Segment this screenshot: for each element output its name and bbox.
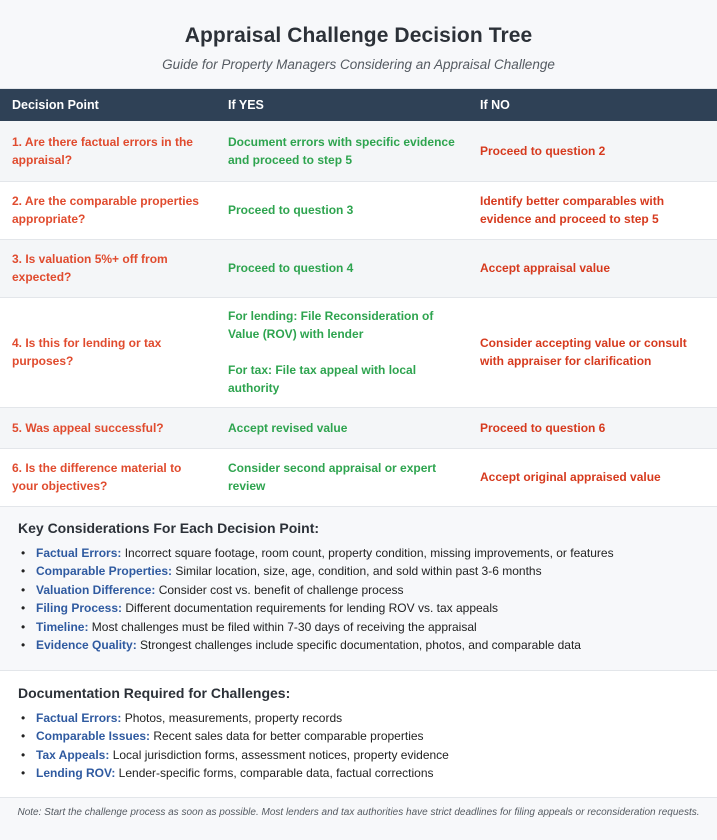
if-yes-tax: For tax: File tax appeal with local authority	[228, 363, 417, 395]
list-item	[18, 746, 705, 765]
if-no-action: Proceed to question 6	[468, 407, 717, 448]
page-header	[0, 0, 717, 89]
list-item	[18, 618, 705, 637]
table-header-row	[0, 89, 717, 121]
if-yes-lending: For lending: File Reconsideration of Value (ROV) with lender	[228, 309, 434, 341]
column-header-if-yes: If YES	[228, 98, 264, 112]
list-item-term: Comparable Issues:	[36, 729, 151, 743]
if-yes-action: Accept revised value	[216, 407, 468, 448]
page-title: Appraisal Challenge Decision Tree	[184, 24, 533, 47]
list-item	[18, 581, 705, 600]
if-no-action: Proceed to question 2	[468, 121, 717, 181]
list-item-text: Photos, measurements, property records	[121, 710, 343, 725]
documentation-list	[18, 709, 705, 783]
list-item-text: Different documentation requirements for lending ROV vs. tax appeals	[122, 601, 499, 615]
list-item-term: Filing Process:	[36, 601, 123, 615]
decision-question: 1. Are there factual errors in the appraisal?	[0, 121, 216, 181]
list-item	[18, 599, 705, 618]
list-item-term: Lending ROV:	[36, 766, 116, 780]
table-row	[0, 181, 717, 239]
key-considerations-section	[0, 507, 717, 671]
table-row	[0, 121, 717, 181]
list-item-term: Factual Errors:	[36, 545, 122, 560]
decision-question: 3. Is valuation 5%+ off from expected?	[0, 239, 216, 297]
spacer	[228, 343, 460, 361]
decision-question: 5. Was appeal successful?	[0, 407, 216, 448]
column-header-if-no: If NO	[480, 98, 510, 112]
footer-note: Note: Start the challenge process as soon as possible. Most lenders and tax authorities have strict deadlines for filing appeals or reconsideration requests.	[0, 798, 717, 840]
decision-table	[0, 89, 717, 507]
list-item	[18, 727, 705, 746]
list-item	[18, 764, 705, 783]
table-row	[0, 297, 717, 407]
list-item	[18, 562, 705, 581]
table-row	[0, 448, 717, 506]
list-item-text: Similar location, size, age, condition, and sold within past 3-6 months	[172, 564, 542, 578]
key-considerations-list	[18, 544, 705, 655]
column-header-decision-point: Decision Point	[12, 98, 99, 112]
page-subtitle: Guide for Property Managers Considering an Appraisal Challenge	[162, 57, 555, 72]
list-item	[18, 544, 705, 563]
if-yes-action: Consider second appraisal or expert review	[216, 448, 468, 506]
list-item-term: Evidence Quality:	[36, 638, 137, 652]
table-row	[0, 239, 717, 297]
list-item-term: Timeline:	[36, 619, 89, 634]
list-item-text: Lender-specific forms, comparable data, factual corrections	[115, 766, 434, 780]
list-item-text: Most challenges must be filed within 7-30 days of receiving the appraisal	[88, 619, 477, 634]
if-yes-action: Proceed to question 3	[216, 181, 468, 239]
decision-question: 6. Is the difference material to your objectives?	[0, 448, 216, 506]
list-item-term: Tax Appeals:	[36, 747, 110, 762]
table-row	[0, 407, 717, 448]
list-item-text: Recent sales data for better comparable properties	[150, 729, 424, 743]
if-yes-action: Proceed to question 4	[216, 239, 468, 297]
documentation-section	[0, 671, 717, 798]
if-no-action: Accept original appraised value	[468, 448, 717, 506]
if-no-action: Accept appraisal value	[468, 239, 717, 297]
list-item-term: Comparable Properties:	[36, 564, 173, 578]
list-item-text: Incorrect square footage, room count, property condition, missing improvements, or features	[121, 545, 614, 560]
decision-question: 2. Are the comparable properties appropriate?	[0, 181, 216, 239]
list-item-text: Local jurisdiction forms, assessment notices, property evidence	[109, 747, 449, 762]
if-no-action: Identify better comparables with evidence and proceed to step 5	[468, 181, 717, 239]
if-no-action: Consider accepting value or consult with appraiser for clarification	[468, 297, 717, 407]
list-item-text: Consider cost vs. benefit of challenge process	[155, 582, 404, 597]
list-item	[18, 636, 705, 655]
key-considerations-title: Key Considerations For Each Decision Point:	[18, 519, 320, 536]
if-yes-action: Document errors with specific evidence and proceed to step 5	[216, 121, 468, 181]
list-item-term: Factual Errors:	[36, 710, 122, 725]
list-item-text: Strongest challenges include specific documentation, photos, and comparable data	[136, 638, 581, 652]
if-yes-action	[216, 297, 468, 407]
documentation-title: Documentation Required for Challenges:	[18, 684, 291, 701]
decision-question: 4. Is this for lending or tax purposes?	[0, 297, 216, 407]
list-item	[18, 709, 705, 728]
list-item-term: Valuation Difference:	[36, 582, 156, 597]
